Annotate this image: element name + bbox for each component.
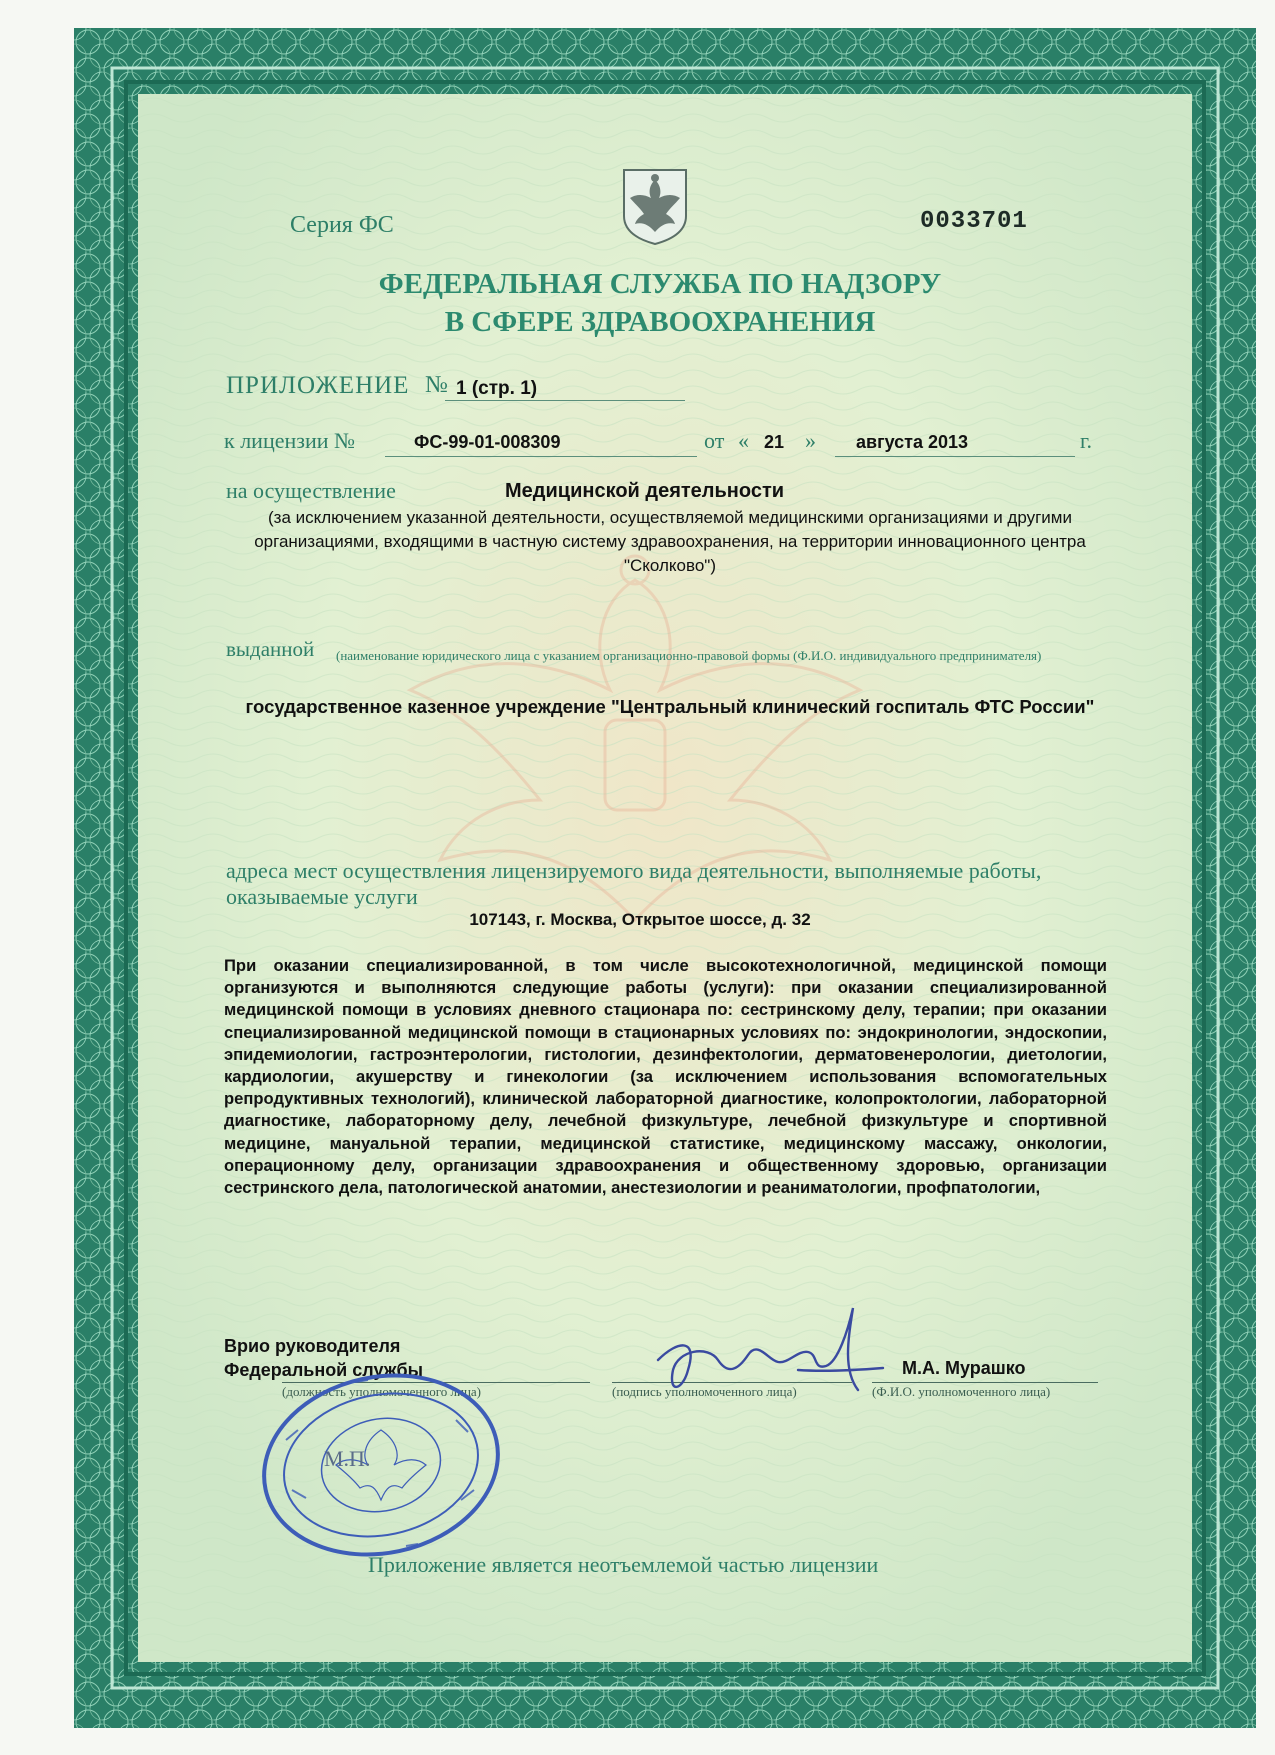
activity-note: (за исключением указанной деятельности, осуществляемой медицинскими организациями и другими организациями, входящими в частную систему здравоохранения, на территории инновационного центра "Сколково") [254, 508, 1086, 575]
signatory-title-line1: Врио руководителя [224, 1336, 401, 1356]
appendix-number-sign: № [425, 372, 448, 398]
works-list: При оказании специализированной, в том числе высокотехнологичной, медицинской помощи организуются и выполняются следующие работы (услуги): при оказании специализированной медицинской помощи в условиях дневного стационара по: сестринскому делу, терапии; при оказании специализированной медицинской помощи в стационарных условиях по: эндокринологии, эндоскопии, эпидемиологии, гастроэнтерологии, гистологии, дезинфектологии, дерматовенерологии, диетологии, кардиологии, акушерству и гинекологии (за исключением использования вспомогательных репродуктивных технологий), клинической лабораторной диагностике, колопроктологии, лабораторной диагностике, лабораторному делу, лечебной физкультуре, лечебной физкультуре и спортивной медицине, мануальной терапии, медицинской статистике, медицинскому массажу, онкологии, операционному делу, организации здравоохранения и общественному здоровью, организации сестринского дела, патологической анатомии, анестезиологии и реаниматологии, профпатологии, [224, 956, 1107, 1198]
appendix-label: ПРИЛОЖЕНИЕ [226, 372, 410, 399]
position-hint: (должность уполномоченного лица) [282, 1384, 482, 1399]
license-number-underline [385, 456, 697, 457]
address-value: 107143, г. Москва, Открытое шоссе, д. 32 [469, 910, 811, 929]
issued-hint: (наименование юридического лица с указанием организационно-правовой формы (Ф.И.О. индивидуального предпринимателя) [336, 648, 1042, 663]
license-date-underline [835, 456, 1075, 457]
license-from-label: от [704, 428, 725, 453]
license-label: к лицензии № [224, 428, 355, 453]
appendix-number: 1 (стр. 1) [456, 378, 538, 399]
signatory-name: М.А. Мурашко [902, 1358, 1026, 1378]
series-number: 0033701 [920, 208, 1028, 235]
russian-coat-of-arms-icon [620, 166, 690, 246]
address-label: адреса мест осуществления лицензируемого вида деятельности, выполняемые работы, оказываемые услуги [226, 858, 1042, 909]
issued-label: выданной [226, 637, 315, 661]
signatory-title-line2: Федеральной службы [224, 1360, 423, 1380]
activity-value: Медицинской деятельности [505, 480, 785, 502]
series-label: Серия ФС [290, 212, 394, 238]
appendix-underline [445, 400, 685, 401]
footer-note: Приложение является неотъемлемой частью лицензии [368, 1552, 879, 1577]
issued-organization: государственное казенное учреждение "Центральный клинический госпиталь ФТС России" [245, 696, 1095, 717]
handwritten-signature [648, 1300, 888, 1410]
official-seal-stamp [256, 1370, 506, 1560]
license-quote-close: » [805, 428, 816, 453]
license-number: ФС-99-01-008309 [414, 432, 561, 452]
name-hint: (Ф.И.О. уполномоченного лица) [872, 1384, 1051, 1399]
signature-hint: (подпись уполномоченного лица) [612, 1384, 797, 1399]
license-day: 21 [764, 432, 785, 452]
license-month-year: августа 2013 [856, 432, 969, 452]
name-line [872, 1382, 1098, 1383]
stamp-place-label: М.П. [324, 1446, 371, 1471]
activity-label: на осуществление [226, 478, 396, 503]
agency-title-line1: ФЕДЕРАЛЬНАЯ СЛУЖБА ПО НАДЗОРУ [378, 268, 942, 300]
license-year-suffix: г. [1080, 428, 1093, 453]
agency-title-line2: В СФЕРЕ ЗДРАВООХРАНЕНИЯ [444, 306, 876, 338]
license-quote-open: « [738, 428, 749, 453]
